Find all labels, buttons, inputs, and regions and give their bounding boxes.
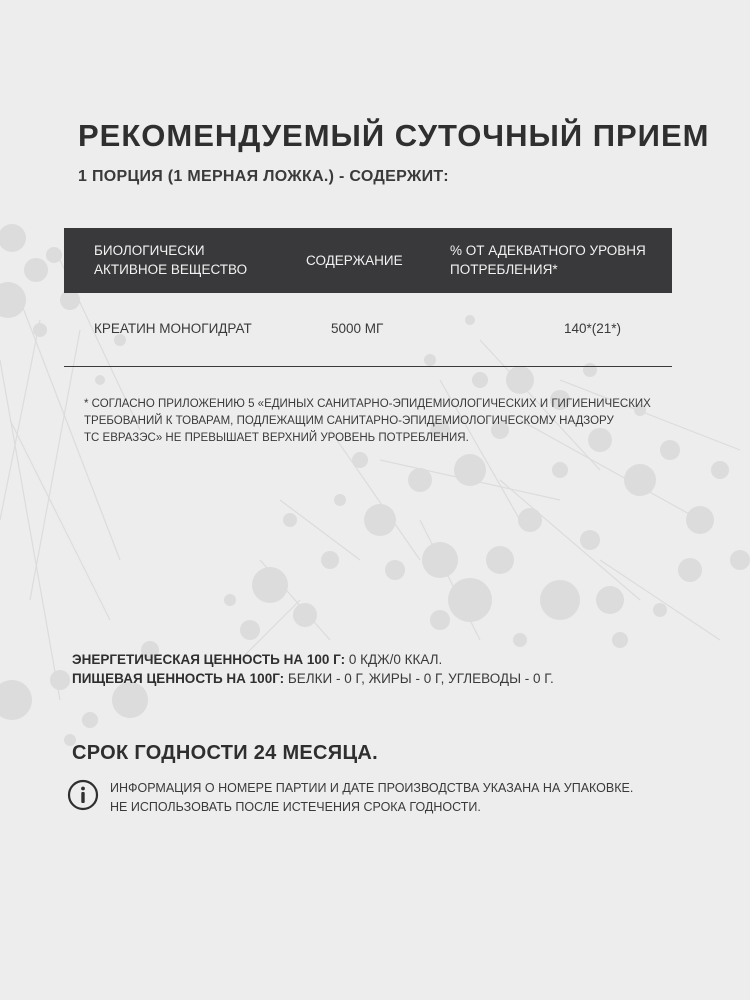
food-label: ПИЩЕВАЯ ЦЕННОСТЬ НА 100Г: xyxy=(72,671,285,686)
info-line-batch: ИНФОРМАЦИЯ О НОМЕРЕ ПАРТИИ И ДАТЕ ПРОИЗВОДСТВА УКАЗАНА НА УПАКОВКЕ. xyxy=(110,781,634,795)
page-title: РЕКОМЕНДУЕМЫЙ СУТОЧНЫЙ ПРИЕМ xyxy=(78,118,710,153)
cell-percent: 140*(21*) xyxy=(564,321,622,336)
shelf-life-heading: СРОК ГОДНОСТИ 24 МЕСЯЦА. xyxy=(72,742,378,764)
cell-substance: КРЕАТИН МОНОГИДРАТ xyxy=(94,321,252,336)
nutrition-values xyxy=(72,650,554,688)
footnote-line: ТС ЕВРАЗЭС» НЕ ПРЕВЫШАЕТ ВЕРХНИЙ УРОВЕНЬ ПОТРЕБЛЕНИЯ. xyxy=(84,432,469,444)
food-value: БЕЛКИ - 0 Г, ЖИРЫ - 0 Г, УГЛЕВОДЫ - 0 Г. xyxy=(284,671,554,686)
energy-value-line xyxy=(72,650,554,669)
header-amount: СОДЕРЖАНИЕ xyxy=(306,253,403,268)
cell-amount: 5000 МГ xyxy=(331,321,384,336)
daily-intake-table xyxy=(64,228,672,367)
table-row xyxy=(64,293,672,367)
serving-subtitle: 1 ПОРЦИЯ (1 МЕРНАЯ ЛОЖКА.) - СОДЕРЖИТ: xyxy=(78,168,449,185)
footnote-line: * СОГЛАСНО ПРИЛОЖЕНИЮ 5 «ЕДИНЫХ САНИТАРНО-ЭПИДЕМИОЛОГИЧЕСКИХ И ГИГИЕНИЧЕСКИХ xyxy=(84,398,651,410)
energy-value: 0 КДЖ/0 ККАЛ. xyxy=(345,652,443,667)
info-circle-icon xyxy=(67,779,99,811)
footnote-line: ТРЕБОВАНИЙ К ТОВАРАМ, ПОДЛЕЖАЩИМ САНИТАРНО-ЭПИДЕМИОЛОГИЧЕСКОМУ НАДЗОРУ xyxy=(84,415,614,427)
header-substance: БИОЛОГИЧЕСКИ АКТИВНОЕ ВЕЩЕСТВО xyxy=(94,243,248,277)
info-line-expiry: НЕ ИСПОЛЬЗОВАТЬ ПОСЛЕ ИСТЕЧЕНИЯ СРОКА ГОДНОСТИ. xyxy=(110,800,481,814)
energy-label: ЭНЕРГЕТИЧЕСКАЯ ЦЕННОСТЬ НА 100 Г: xyxy=(72,652,346,667)
food-value-line xyxy=(72,669,554,688)
info-text xyxy=(110,779,633,817)
header-percent: % ОТ АДЕКВАТНОГО УРОВНЯ ПОТРЕБЛЕНИЯ* xyxy=(450,243,646,277)
table-header xyxy=(64,228,672,293)
footnote xyxy=(84,396,664,447)
